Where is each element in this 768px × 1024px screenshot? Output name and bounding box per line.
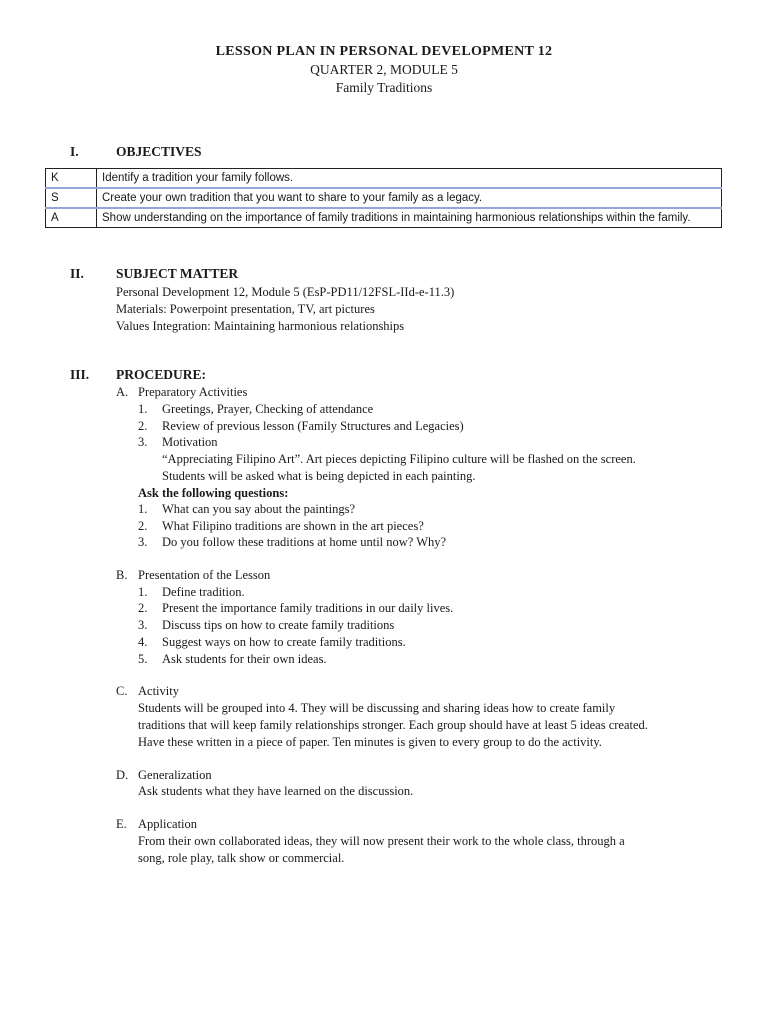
section-letter: C.	[116, 684, 128, 698]
item-text: What can you say about the paintings?	[162, 502, 355, 516]
question-item	[138, 518, 424, 535]
objective-text: Create your own tradition that you want to share to your family as a legacy.	[97, 188, 722, 208]
objective-code: A	[46, 208, 97, 228]
document-title: LESSON PLAN IN PERSONAL DEVELOPMENT 12	[215, 44, 553, 59]
section-letter: E.	[116, 817, 127, 831]
subject-matter-heading: SUBJECT MATTER	[116, 266, 239, 281]
section-b-heading	[116, 567, 270, 584]
item-text: Motivation	[162, 435, 218, 449]
objectives-number: I.	[70, 144, 79, 159]
section-title: Application	[138, 817, 198, 831]
list-item	[138, 651, 327, 668]
activity-text: Have these written in a piece of paper. Ten minutes is given to every group to do the activity.	[138, 735, 602, 749]
item-text: What Filipino traditions are shown in the art pieces?	[162, 519, 424, 533]
question-item	[138, 534, 446, 551]
list-item	[138, 434, 218, 451]
list-item	[138, 617, 394, 634]
motivation-description: “Appreciating Filipino Art”. Art pieces depicting Filipino culture will be flashed on the screen.	[162, 452, 636, 466]
procedure-number: III.	[70, 367, 90, 382]
item-text: Ask students for their own ideas.	[162, 652, 327, 666]
section-title: Preparatory Activities	[138, 385, 248, 399]
list-item	[138, 600, 453, 617]
section-e-heading	[116, 816, 197, 833]
subject-materials: Materials: Powerpoint presentation, TV, art pictures	[116, 302, 375, 316]
list-item	[138, 401, 373, 418]
item-number: 2.	[138, 601, 148, 615]
objective-text: Identify a tradition your family follows.	[97, 169, 722, 189]
item-number: 1.	[138, 585, 148, 599]
item-number: 3.	[138, 618, 148, 632]
objectives-table	[45, 168, 722, 228]
lesson-topic: Family Traditions	[335, 80, 433, 95]
objective-text: Show understanding on the importance of family traditions in maintaining harmonious relationships within the family.	[97, 208, 722, 228]
section-title: Generalization	[138, 768, 212, 782]
section-title: Presentation of the Lesson	[138, 568, 271, 582]
section-a-heading	[116, 384, 247, 401]
section-d-heading	[116, 767, 212, 784]
subject-values: Values Integration: Maintaining harmonious relationships	[116, 319, 405, 333]
item-number: 2.	[138, 519, 148, 533]
application-text: song, role play, talk show or commercial.	[138, 851, 345, 865]
section-letter: A.	[116, 385, 129, 399]
objective-row-k	[46, 169, 722, 189]
list-item	[138, 584, 245, 601]
objective-code: S	[46, 188, 97, 208]
question-item	[138, 501, 355, 518]
item-text: Suggest ways on how to create family traditions.	[162, 635, 406, 649]
procedure-heading: PROCEDURE:	[116, 367, 206, 382]
activity-text: Students will be grouped into 4. They will be discussing and sharing ideas how to create family	[138, 701, 616, 715]
objectives-heading: OBJECTIVES	[116, 144, 202, 159]
generalization-text: Ask students what they have learned on the discussion.	[138, 784, 414, 798]
item-number: 1.	[138, 402, 148, 416]
activity-text: traditions that will keep family relationships stronger. Each group should have at least 5 ideas created.	[138, 718, 648, 732]
subject-reference: Personal Development 12, Module 5 (EsP-PD11/12FSL-IId-e-11.3)	[116, 285, 455, 299]
item-text: Define tradition.	[162, 585, 245, 599]
item-text: Do you follow these traditions at home until now? Why?	[162, 535, 447, 549]
objective-row-s	[46, 188, 722, 208]
item-number: 2.	[138, 419, 148, 433]
application-text: From their own collaborated ideas, they will now present their work to the whole class, through a	[138, 834, 625, 848]
item-text: Discuss tips on how to create family traditions	[162, 618, 395, 632]
item-number: 3.	[138, 535, 148, 549]
quarter-module: QUARTER 2, MODULE 5	[310, 62, 458, 77]
questions-heading: Ask the following questions:	[138, 486, 289, 500]
item-number: 4.	[138, 635, 148, 649]
section-c-heading	[116, 683, 179, 700]
objective-row-a	[46, 208, 722, 228]
section-title: Activity	[138, 684, 179, 698]
list-item	[138, 418, 464, 435]
section-letter: B.	[116, 568, 128, 582]
item-text: Review of previous lesson (Family Structures and Legacies)	[162, 419, 464, 433]
item-number: 5.	[138, 652, 148, 666]
section-letter: D.	[116, 768, 129, 782]
item-number: 1.	[138, 502, 148, 516]
item-text: Present the importance family traditions in our daily lives.	[162, 601, 454, 615]
motivation-description-cont: Students will be asked what is being depicted in each painting.	[162, 469, 476, 483]
subject-matter-number: II.	[70, 266, 84, 281]
objective-code: K	[46, 169, 97, 189]
list-item	[138, 634, 406, 651]
item-number: 3.	[138, 435, 148, 449]
item-text: Greetings, Prayer, Checking of attendance	[162, 402, 374, 416]
